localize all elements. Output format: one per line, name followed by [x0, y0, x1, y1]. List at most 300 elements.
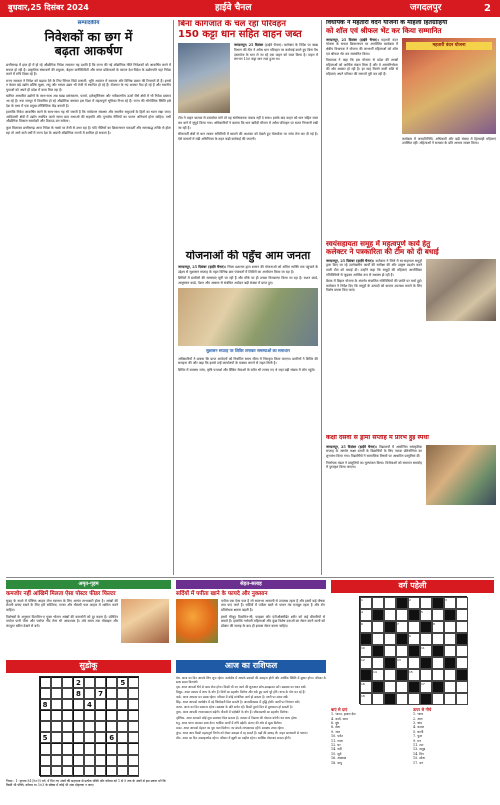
- crossword-cell[interactable]: [420, 597, 432, 609]
- health-headline: सर्दियों में पपीता खाने के फायदे और नुकसान: [176, 590, 268, 597]
- crossword-cell: [432, 681, 444, 693]
- crossword-clue: 14. दिन: [413, 751, 424, 756]
- amrit-story-box: [6, 580, 171, 658]
- crossword-cell[interactable]: [396, 645, 408, 657]
- masthead-city: जगदलपुर: [410, 3, 442, 13]
- collector-headline-1: स्वयंसहायता समूह में महत्वपूर्ण कार्य हेतु: [326, 240, 431, 248]
- sudoku-cell[interactable]: [95, 755, 106, 766]
- sudoku-cell[interactable]: [106, 766, 117, 777]
- honour-body-2: [402, 137, 496, 146]
- sudoku-cell[interactable]: [106, 755, 117, 766]
- sudoku-cell[interactable]: [128, 766, 139, 777]
- crossword-cell: [384, 657, 396, 669]
- amrit-body: [6, 599, 118, 643]
- crossword-clue: 5. धरती: [413, 729, 424, 734]
- health-story: [176, 580, 326, 658]
- sudoku-grid[interactable]: [39, 676, 139, 776]
- crossword-cell: [420, 657, 432, 669]
- crossword-cell[interactable]: [432, 657, 444, 669]
- crossword-clue: 4. कमल: [413, 725, 424, 730]
- sudoku-cell[interactable]: [51, 688, 62, 699]
- collector-photo: [426, 259, 496, 321]
- sudoku-cell[interactable]: [73, 710, 84, 721]
- transport-body-2: [178, 116, 318, 141]
- crossword-cell[interactable]: [384, 597, 396, 609]
- sudoku-cell[interactable]: [84, 688, 95, 699]
- rashifal-item: मीन- आज का दिन उत्साहवर्धक रहेगा। परिवार में खुशी का माहौल रहेगा। आर्थिक योजनाएं सफल होंगी।: [176, 735, 291, 740]
- rashifal-title: आज का राशिफल: [176, 660, 326, 673]
- sudoku-cell[interactable]: [95, 677, 106, 688]
- crossword-number: 18: [361, 693, 365, 698]
- crossword-cell: [372, 609, 384, 621]
- sudoku-cell[interactable]: [51, 677, 62, 688]
- crossword-cell[interactable]: [396, 609, 408, 621]
- rashifal-item: कन्या- आज का दिन सामान्य रहेगा। स्वास्थ्य के प्रति सचेत रहें। किसी पुराने मित्र से मुलाकात हो सकती है।: [176, 705, 293, 710]
- sudoku-cell[interactable]: [62, 688, 73, 699]
- editorial-label: सम्पादकीय: [77, 20, 100, 26]
- sudoku-cell[interactable]: 4: [84, 699, 95, 710]
- crossword-cell[interactable]: [408, 693, 420, 705]
- crossword-cell[interactable]: [420, 645, 432, 657]
- schemes-side-para: अधिकारियों ने बताया कि प्राप्त आवेदनों को निर्धारित समय सीमा में निराकृत किया जाएगा। ग्रामीणों ने शिविर की सराहना की और कहा कि इससे उन्हें कार्यालयों के चक्कर लगाने से राहत मिली है।: [178, 356, 318, 366]
- transport-headline-2: 150 कट्टा धान सहित वाहन जब्त: [178, 29, 302, 41]
- collector-body: [326, 259, 422, 321]
- crossword-cell[interactable]: [420, 609, 432, 621]
- crossword-clue: 12. घर: [331, 743, 341, 748]
- sudoku-cell[interactable]: [117, 732, 128, 743]
- transport-para: टीम ने वाहन चालक से दस्तावेज मांगे तो वह संतोषजनक जवाब नहीं दे सका। इसके बाद वाहन को धान सहित जब्त कर थाने में सुपुर्द किया गया। अधिकारियों ने बताया कि धान खरीदी सीजन में अवैध परिवहन पर सतत निगरानी रखी जा रही है।: [178, 116, 318, 130]
- transport-photo: [178, 43, 230, 113]
- crossword-cell: [396, 597, 408, 609]
- masthead-center: हाईवे चैनल: [215, 3, 252, 13]
- crossword-cell[interactable]: [396, 621, 408, 633]
- crossword-clue: 17. वन: [413, 760, 423, 765]
- sudoku-cell[interactable]: [73, 732, 84, 743]
- crossword-cell: [456, 633, 468, 645]
- crossword-cell[interactable]: [396, 681, 408, 693]
- crossword-cell[interactable]: [372, 633, 384, 645]
- crossword-grid[interactable]: [359, 596, 467, 704]
- collector-story: [326, 240, 496, 435]
- camp-photo: [178, 288, 318, 346]
- crossword-clue: 11. राजा: [331, 738, 343, 743]
- crossword-cell[interactable]: [408, 633, 420, 645]
- collector-para: कलेक्टर ने जिले में स्व-सहायता समूहों द्वारा किए जा रहे उल्लेखनीय कार्यों की समीक्षा की और उत्कृष्ट प्रदर्शन करने वाली टीम को बधाई दी। उन्होंने कहा कि समूहों की महिलाएं आजीविका गतिविधियों से जुड़कर आर्थिक रूप से सशक्त हो रही हैं।: [326, 258, 423, 277]
- sudoku-cell[interactable]: 8: [73, 688, 84, 699]
- sudoku-cell[interactable]: [84, 766, 95, 777]
- column-divider: [321, 20, 322, 575]
- crossword-clue: 15. सूर्य: [331, 751, 342, 756]
- crossword-cell: [360, 669, 372, 681]
- sudoku-cell[interactable]: [95, 732, 106, 743]
- sudoku-cell[interactable]: [84, 755, 95, 766]
- crossword-clue: 4. कार्य, काम: [331, 716, 348, 721]
- sudoku-cell[interactable]: [62, 743, 73, 754]
- crossword-cell[interactable]: [444, 681, 456, 693]
- sudoku-cell[interactable]: [51, 732, 62, 743]
- rashifal-item: मेष- आज का दिन आपके लिए शुभ रहेगा। कार्यक्षेत्र में आपके प्रयासों की सराहना होगी और आर्थिक स्थिति में सुधार होगा। परिवार के साथ समय बिताएंगे।: [176, 675, 326, 684]
- crossword-clue: 8. सेना: [331, 725, 341, 730]
- sudoku-cell[interactable]: [40, 766, 51, 777]
- sudoku-cell[interactable]: [84, 710, 95, 721]
- crossword-cell[interactable]: [420, 633, 432, 645]
- crossword-number: 14: [373, 669, 377, 674]
- sudoku-cell[interactable]: [95, 710, 106, 721]
- health-body: [221, 599, 325, 643]
- crossword-cell[interactable]: [396, 693, 408, 705]
- crossword-number: 4: [361, 609, 363, 614]
- crossword-cell[interactable]: [372, 693, 384, 705]
- crossword-cell: [408, 609, 420, 621]
- crossword-number: 17: [421, 681, 425, 686]
- crossword-clue: 1. भाग्य: [413, 712, 424, 717]
- crossword-cell[interactable]: [456, 645, 468, 657]
- sudoku-cell[interactable]: 5: [40, 732, 51, 743]
- schemes-side-para: शिविर में स्वास्थ्य जांच, कृषि परामर्श और बैंकिंग सेवाओं के स्टॉल भी लगाए गए थे जहां बड़ी संख्या में लोग पहुंचे।: [178, 368, 316, 373]
- health-tag: सेहत-सलाह: [176, 580, 326, 589]
- editorial-para: हालांकि निवेश आकर्षित करने के साथ-साथ यह भी जरूरी है कि पर्यावरण संरक्षण और स्थानीय समुदायों के हितों का ध्यान रखा जाए। आदिवासी क्षेत्रों में उद्योग स्थापित करते समय ग्राम सभाओं की सहमति और पुनर्वास नीतियों का पालन अनिवार्य होना चाहिए। तभी औद्योगिक विकास समावेशी और टिकाऊ बन सकेगा।: [6, 110, 171, 124]
- crossword-cell[interactable]: [456, 681, 468, 693]
- sudoku-cell[interactable]: [84, 732, 95, 743]
- transport-body: [234, 43, 318, 113]
- crossword-cell[interactable]: [384, 645, 396, 657]
- amrit-para: सुबह के नाश्ते में पौष्टिक आहार लेना स्वास्थ्य के लिए अत्यंत लाभकारी होता है। आंखों की रोशनी बनाए रखने के लिए हरी सब्जियां, गाजर और मौसमी फल आहार में शामिल करने चाहिए।: [6, 598, 118, 613]
- sudoku-cell[interactable]: [40, 710, 51, 721]
- editorial-para: छत्तीसगढ़ में हाल ही में हो रहे औद्योगिक निवेश लगातार यह दर्शाते हैं कि राज्य की नई औद्योगिक नीति निवेशकों को आकर्षित करने में सफल हो रही है। प्राकृतिक संसाधनों की प्रचुरता, बेहतर कनेक्टिविटी और सरल प्रक्रियाओं के कारण देश-विदेश के उद्योगपति यहां निवेश करने में रुचि दिखा रहे हैं।: [6, 62, 171, 77]
- crossword-cell: [408, 681, 420, 693]
- sudoku-cell[interactable]: [73, 721, 84, 732]
- crossword-title: वर्ग पहेली: [331, 580, 494, 593]
- transport-dateline: जगदलपुर। 25 दिसंबर: [234, 43, 264, 48]
- rashifal-item: मिथुन- आज व्यापार में लाभ के योग हैं। मित्रों का सहयोग मिलेगा और रुके हुए कार्य पूरे होंगे। यात्रा के योग बन रहे हैं।: [176, 690, 306, 695]
- crossword-cell: [420, 621, 432, 633]
- sudoku-cell[interactable]: [62, 699, 73, 710]
- health-para: पपीता एक ऐसा फल है जो सालभर आसानी से उपलब्ध रहता है और इसमें कई पोषक तत्व पाए जाते हैं। सर्दियों में पपीता खाने से पाचन तंत्र मजबूत रहता है और रोग प्रतिरोधक क्षमता बढ़ती है।: [221, 598, 325, 613]
- editorial-para: खनिज आधारित उद्योगों के साथ-साथ अब खाद्य प्रसंस्करण, फार्मा, इलेक्ट्रॉनिक्स और नवीकरणीय ऊर्जा जैसे क्षेत्रों में भी निवेश प्रस्ताव आ रहे हैं। नवा रायपुर में विकसित हो रहे औद्योगिक क्लस्टर इस दिशा में महत्वपूर्ण भूमिका निभा रहे हैं। राज्य की भौगोलिक स्थिति इसे देश के मध्य में एक प्रमुख लॉजिस्टिक केंद्र बनाती है।: [6, 94, 171, 108]
- drama-headline: कक्षा दसवी से ड्रामा सप्ताह में प्रारंभ हुई स्पर्धा: [326, 435, 429, 441]
- crossword-cell[interactable]: [408, 669, 420, 681]
- collector-dateline: जगदलपुर, 25 दिसंबर (हाईवे चैनल)।: [326, 258, 375, 263]
- rashifal-item: कर्क- आज आपका मन प्रसन्न रहेगा। परिवार में कोई मांगलिक कार्य हो सकता है। वाणी पर संयम रखें।: [176, 695, 289, 700]
- honour-headline-1: विधायक ने महतारी वंदन योजना के महिला हितग्राहियों: [326, 20, 448, 26]
- crossword-cell[interactable]: [432, 633, 444, 645]
- crossword-cell[interactable]: [444, 597, 456, 609]
- crossword-cell[interactable]: [360, 645, 372, 657]
- transport-para: (हाईवे चैनल)। कलेक्टर के निर्देश पर खाद्य विभाग की टीम ने अवैध धान परिवहन पर कार्रवाई करते हुए बिना वैध दस्तावेज के धान ले जा रहे एक वाहन को जब्त किया है। वाहन में लगभग 150 कट्टा धान लदा हुआ था।: [234, 43, 318, 62]
- sudoku-cell[interactable]: [62, 721, 73, 732]
- sudoku-cell[interactable]: 6: [106, 732, 117, 743]
- crossword-number: 5: [421, 609, 423, 614]
- sudoku-cell[interactable]: [117, 688, 128, 699]
- rashifal-item: वृश्चिक- आज आपको कोई शुभ समाचार मिल सकता है। व्यापार में विस्तार की योजना बनेगी। धन लाभ होगा।: [176, 715, 298, 720]
- crossword-cell[interactable]: [444, 669, 456, 681]
- sudoku-cell[interactable]: [62, 732, 73, 743]
- honour-photo-banner: महतारी वंदन योजना: [406, 42, 492, 50]
- crossword-cell: [432, 597, 444, 609]
- crossword-number: 11: [421, 645, 425, 650]
- crossword-cell[interactable]: [456, 657, 468, 669]
- crossword-cell[interactable]: [372, 621, 384, 633]
- sudoku-cell[interactable]: [128, 710, 139, 721]
- sudoku-cell[interactable]: [106, 710, 117, 721]
- crossword-clue: 13. समुद्र: [413, 747, 426, 752]
- schemes-headline: योजनाओं की पहुँच आम जनता: [185, 250, 311, 262]
- honour-story: [326, 20, 496, 240]
- crossword-cell[interactable]: [360, 657, 372, 669]
- sudoku-cell[interactable]: [117, 710, 128, 721]
- sudoku-cell[interactable]: 5: [117, 677, 128, 688]
- crossword-cell: [408, 645, 420, 657]
- editorial-body: [6, 63, 171, 135]
- masthead-date: बुधवार,25 दिसंबर 2024: [8, 3, 89, 12]
- sudoku-cell[interactable]: [106, 699, 117, 710]
- collector-para: बैठक में बिहान योजना के अंतर्गत संचालित गतिविधियों की प्रगति पर चर्चा हुई। कलेक्टर ने निर्देश दिए कि समूहों के उत्पादों को बाजार उपलब्ध कराने के लिए विशेष प्रयास किए जाएं।: [326, 279, 422, 293]
- section-divider: [6, 577, 494, 578]
- sudoku-cell[interactable]: [106, 721, 117, 732]
- crossword-cell[interactable]: [456, 609, 468, 621]
- sudoku-cell[interactable]: [40, 677, 51, 688]
- crossword-number: 3: [445, 597, 447, 602]
- crossword-clue: 3. चांद: [413, 721, 422, 725]
- honour-para: कार्यक्रम में जनप्रतिनिधि, अधिकारी और बड़ी संख्या में हितग्राही महिलाएं उपस्थित रहीं। महिलाओं ने सरकार के प्रति आभार व्यक्त किया।: [402, 136, 496, 146]
- crossword-clue: 9. मन: [413, 738, 421, 743]
- sudoku-cell[interactable]: [95, 699, 106, 710]
- column-divider: [173, 20, 174, 575]
- health-photo: [176, 599, 218, 643]
- sudoku-cell[interactable]: [62, 766, 73, 777]
- sudoku-cell[interactable]: [51, 699, 62, 710]
- sudoku-cell[interactable]: [62, 677, 73, 688]
- sudoku-cell[interactable]: [84, 743, 95, 754]
- crossword-number: 13: [397, 657, 401, 662]
- crossword-cell[interactable]: [384, 609, 396, 621]
- sudoku-cell[interactable]: [51, 743, 62, 754]
- sudoku-cell[interactable]: [40, 721, 51, 732]
- sudoku-cell[interactable]: [51, 766, 62, 777]
- crossword-clue: 14. नदी: [331, 747, 342, 752]
- crossword-cell[interactable]: [444, 693, 456, 705]
- amrit-para: विशेषज्ञों के अनुसार विटामिन-ए युक्त भोजन आंखों की कमजोरी को दूर करता है। प्रतिदिन पर्याप्त पानी पीना और पर्याप्त नींद लेना भी आवश्यक है। लंबे समय तक मोबाइल और कंप्यूटर स्क्रीन देखने से बचें।: [6, 614, 118, 628]
- collector-headline-2: कलेक्टर ने पत्रकारिता की टीम को दी बधाई: [326, 246, 439, 256]
- sudoku-cell[interactable]: [128, 743, 139, 754]
- sudoku-cell[interactable]: [51, 755, 62, 766]
- rashifal-section: [176, 660, 326, 802]
- schemes-body: [178, 265, 318, 285]
- crossword-cell[interactable]: [384, 681, 396, 693]
- editorial-para: राज्य सरकार ने निवेश को बढ़ावा देने के लिए सिंगल विंडो प्रणाली, भूमि आवंटन में सरलता और विभिन्न प्रकार की रियायतें दी हैं। इससे न केवल बड़े उद्योग बल्कि सूक्ष्म, लघु और मध्यम उद्यम भी तेजी से स्थापित हो रहे हैं। रोजगार के नए अवसर पैदा हो रहे हैं और स्थानीय युवाओं को अपने ही प्रदेश में काम मिल रहा है।: [6, 78, 171, 92]
- honour-body: [326, 38, 398, 148]
- amrit-photo: [121, 599, 169, 643]
- crossword-cell[interactable]: [432, 621, 444, 633]
- sudoku-cell[interactable]: [62, 755, 73, 766]
- crossword-cell[interactable]: [384, 633, 396, 645]
- sudoku-cell[interactable]: [73, 755, 84, 766]
- drama-body: [326, 445, 422, 505]
- crossword-cell[interactable]: [408, 657, 420, 669]
- crossword-cell[interactable]: [420, 681, 432, 693]
- sudoku-cell[interactable]: [117, 766, 128, 777]
- sudoku-cell[interactable]: [128, 688, 139, 699]
- crossword-number: 2: [409, 597, 411, 602]
- editorial-para: कुल मिलाकर छत्तीसगढ़ आज निवेश के नक्शे पर तेजी से उभर रहा है। यदि नीतियों का क्रियान्वयन पारदर्शी और समयबद्ध तरीके से होता रहा तो आने वाले वर्षों में राज्य देश के अग्रणी औद्योगिक राज्यों में शामिल हो सकता है।: [6, 126, 171, 135]
- crossword-cell[interactable]: [372, 657, 384, 669]
- crossword-clue: 2. आग: [413, 716, 423, 721]
- crossword-cell: [444, 657, 456, 669]
- rashifal-item: कुंभ- आज आप किसी महत्वपूर्ण निर्णय को लेकर उलझन में रह सकते हैं। बड़ों की सलाह लें। वाहन सावधानी से चलाएं।: [176, 730, 308, 735]
- crossword-cell[interactable]: [444, 621, 456, 633]
- sudoku-cell[interactable]: [117, 755, 128, 766]
- sudoku-cell[interactable]: [106, 688, 117, 699]
- schemes-para: शिविरों में ग्रामीणों की समस्याएं सुनी जा रही हैं और मौके पर ही उनका निराकरण किया जा रहा है। राशन कार्ड, आयुष्मान कार्ड, पेंशन और आवास से संबंधित आवेदन बड़ी संख्या में प्राप्त हुए।: [178, 276, 318, 285]
- sudoku-cell[interactable]: [40, 743, 51, 754]
- sudoku-cell[interactable]: 7: [95, 688, 106, 699]
- sudoku-cell[interactable]: 8: [40, 699, 51, 710]
- crossword-cell: [420, 693, 432, 705]
- drama-dateline: जगदलपुर, 25 दिसंबर (हाईवे चैनल)।: [326, 444, 378, 449]
- crossword-cell[interactable]: [444, 645, 456, 657]
- crossword-cell[interactable]: [372, 597, 384, 609]
- crossword-cell[interactable]: [372, 669, 384, 681]
- camp-photo-caption: सुशासन सप्ताह पर शिविर लगाकर समस्याओं का समाधान: [206, 348, 290, 354]
- sudoku-cell[interactable]: [51, 721, 62, 732]
- sudoku-cell[interactable]: [84, 721, 95, 732]
- crossword-cell: [456, 669, 468, 681]
- crossword-cell: [360, 633, 372, 645]
- drama-story: [326, 435, 496, 575]
- sudoku-cell[interactable]: [117, 699, 128, 710]
- sudoku-cell[interactable]: [62, 710, 73, 721]
- schemes-dateline: जगदलपुर, 25 दिसंबर (हाईवे चैनल)।: [178, 265, 227, 270]
- sudoku-cell[interactable]: [73, 699, 84, 710]
- drama-photo: [426, 445, 496, 505]
- rashifal-list: [176, 676, 326, 740]
- page-number: 2: [484, 3, 491, 14]
- sudoku-cell[interactable]: [95, 766, 106, 777]
- sudoku-cell[interactable]: [95, 721, 106, 732]
- sudoku-cell[interactable]: [128, 677, 139, 688]
- transport-headline-1: बिना कागजात के चल रहा परिवहन: [178, 20, 286, 29]
- schemes-side-body: [178, 357, 318, 373]
- crossword-cell[interactable]: [360, 597, 372, 609]
- crossword-cell[interactable]: [456, 621, 468, 633]
- sudoku-cell[interactable]: [95, 743, 106, 754]
- crossword-number: 15: [409, 669, 413, 674]
- sudoku-cell[interactable]: [128, 721, 139, 732]
- crossword-number: 6: [361, 621, 363, 626]
- sudoku-section: [6, 660, 171, 802]
- sudoku-cell[interactable]: [40, 755, 51, 766]
- crossword-number: 10: [361, 645, 365, 650]
- crossword-number: 9: [409, 633, 411, 638]
- crossword-down-list: [413, 712, 491, 765]
- rashifal-item: तुला- आज आपकी रचनात्मकता बढ़ेगी। नौकरी में पदोन्नति के योग हैं। जीवनसाथी का सहयोग मिलेगा।: [176, 710, 289, 715]
- crossword-cell[interactable]: [432, 693, 444, 705]
- crossword-cell[interactable]: [360, 693, 372, 705]
- crossword-clue: 15. सोना: [413, 756, 426, 761]
- sudoku-cell[interactable]: [117, 743, 128, 754]
- crossword-cell: [372, 681, 384, 693]
- crossword-across-title: बाएं से दाएं: [331, 706, 348, 712]
- sudoku-cell[interactable]: [117, 721, 128, 732]
- crossword-number: 1: [361, 597, 363, 602]
- crossword-cell[interactable]: [408, 597, 420, 609]
- crossword-number: 8: [433, 621, 435, 626]
- honour-para: विधायक ने कहा कि इस योजना से प्रदेश की लाखों महिलाओं को आर्थिक संबल मिला है और वे आत्मनिर्भरता की ओर अग्रसर हो रही हैं। हर माह मिलने वाली राशि से महिलाएं अपने परिवार की जरूरतें पूरी कर रही हैं।: [326, 58, 398, 76]
- crossword-cell[interactable]: [420, 669, 432, 681]
- sudoku-cell[interactable]: [40, 688, 51, 699]
- crossword-clue: 16. आकाश: [331, 756, 347, 761]
- crossword-clue: 9. जल: [331, 729, 340, 734]
- crossword-number: 12: [361, 657, 365, 662]
- sudoku-cell[interactable]: [73, 766, 84, 777]
- schemes-story: [178, 250, 318, 575]
- sudoku-cell[interactable]: [106, 677, 117, 688]
- sudoku-title: सुडोकू: [6, 660, 171, 673]
- amrit-tag: अमृत-गृहम: [6, 580, 171, 589]
- crossword-cell[interactable]: [384, 669, 396, 681]
- crossword-cell[interactable]: [456, 597, 468, 609]
- rashifal-item: सिंह- आज आपको कार्यक्षेत्र में नई जिम्मेदारी मिल सकती है। आत्मविश्वास में वृद्धि होगी। खर्चों पर नियंत्रण रखें।: [176, 700, 300, 705]
- crossword-down-title: ऊपर से नीचे: [413, 706, 432, 712]
- sudoku-cell[interactable]: 2: [73, 677, 84, 688]
- crossword-cell[interactable]: [444, 633, 456, 645]
- crossword-clue: 7. फूल: [413, 734, 422, 739]
- drama-para: विद्यालयों में आयोजित सांस्कृतिक सप्ताह के अंतर्गत कक्षा दसवीं के विद्यार्थियों के लिए नाटक प्रतियोगिता का शुभारंभ किया गया। विद्यार्थियों ने सामाजिक विषयों पर आधारित प्रस्तुतियां दीं।: [326, 444, 423, 458]
- crossword-cell: [384, 621, 396, 633]
- sudoku-cell[interactable]: [128, 755, 139, 766]
- sudoku-cell[interactable]: [106, 743, 117, 754]
- crossword-cell[interactable]: [432, 669, 444, 681]
- crossword-clue: 11. रात: [413, 743, 424, 748]
- transport-para: सीमावर्ती क्षेत्रों से धान लाकर समितियों में खपाने की आशंका को देखते हुए चेकपोस्ट पर जांच तेज कर दी गई है। ऐसे मामलों में मंडी अधिनियम के तहत कड़ी कार्रवाई की जाएगी।: [178, 132, 318, 141]
- rashifal-item: मकर- आज आपको मेहनत का पूरा फल मिलेगा। नए संपर्क लाभदायक रहेंगे। स्वास्थ्य उत्तम रहेगा।: [176, 725, 285, 730]
- schemes-para: जिला प्रशासन द्वारा शासन की योजनाओं को अंतिम व्यक्ति तक पहुंचाने के उद्देश्य से सुशासन सप्ताह के तहत विभिन्न ग्राम पंचायतों में शिविरों का आयोजन किया जा रहा है।: [178, 265, 318, 274]
- crossword-clue: 10. पर्वत: [331, 734, 343, 739]
- crossword-cell[interactable]: [408, 621, 420, 633]
- crossword-cell: [432, 645, 444, 657]
- honour-para: महतारी वंदन योजना के सफल क्रियान्वयन पर आयोजित कार्यक्रम में क्षेत्रीय विधायक ने योजना की लाभार्थी महिलाओं को शॉल एवं श्रीफल भेंट कर सम्मानित किया।: [326, 37, 398, 56]
- sudoku-cell[interactable]: [128, 699, 139, 710]
- sudoku-cell[interactable]: [84, 677, 95, 688]
- editorial-headline-1: निवेशकों का छग में: [44, 29, 133, 45]
- crossword-cell: [396, 633, 408, 645]
- crossword-cell: [444, 609, 456, 621]
- crossword-cell[interactable]: [360, 609, 372, 621]
- rashifal-item: वृष- आज आपको धैर्य से काम लेना होगा। किसी भी नए कार्य की शुरुआत सोच-समझकर करें। स्वास्थ्य का ध्यान रखें।: [176, 684, 306, 689]
- crossword-clue: 6. दूध: [331, 721, 339, 725]
- sudoku-rules: नियम : 1- कृपया 81(9×9) वर्ग, में दिए गए अंकों की सहायता से प्रत्येक पंक्ति और कॉलम को 1 से 9 तक के अंकों से इस प्रकार भरें कि किसी भी पंक्ति, कॉलम या 3×3 के बॉक्स में कोई भी अंक दोहराया न जाए।: [6, 778, 166, 787]
- crossword-cell[interactable]: [360, 621, 372, 633]
- crossword-cell[interactable]: [432, 609, 444, 621]
- crossword-cell: [384, 693, 396, 705]
- rashifal-item: धनु- आज भाग्य आपका साथ देगा। धार्मिक कार्यों में रुचि बढ़ेगी। संतान की ओर से सुख मिलेगा।: [176, 720, 283, 725]
- sudoku-cell[interactable]: [128, 732, 139, 743]
- drama-para: निर्णायक मंडल ने प्रस्तुतियों का मूल्यांकन किया। विजेताओं को समापन समारोह में पुरस्कृत किया जाएगा।: [326, 460, 422, 470]
- crossword-cell[interactable]: [456, 693, 468, 705]
- sudoku-cell[interactable]: [51, 710, 62, 721]
- crossword-section: [331, 580, 494, 802]
- editorial-headline-2: बढ़ता आकर्षण: [54, 43, 123, 59]
- crossword-clue: 1. भारत, हमारा देश: [331, 712, 356, 717]
- crossword-cell[interactable]: [360, 681, 372, 693]
- honour-dateline: जगदलपुर, 25 दिसंबर (हाईवे चैनल)।: [326, 37, 379, 42]
- masthead-bar: [0, 0, 500, 17]
- crossword-number: 16: [361, 681, 365, 686]
- sudoku-cell[interactable]: [73, 743, 84, 754]
- crossword-cell[interactable]: [396, 657, 408, 669]
- health-para: इसमें मौजूद विटामिन-सी, फाइबर और एंटीऑक्सीडेंट शरीर को कई बीमारियों से बचाते हैं। हालांकि गर्भवती महिलाओं और कुछ विशेष दवाओं का सेवन करने वालों को डॉक्टर की सलाह के बाद ही इसका सेवन करना चाहिए।: [221, 614, 325, 628]
- crossword-clue: 18. वायु: [331, 760, 342, 765]
